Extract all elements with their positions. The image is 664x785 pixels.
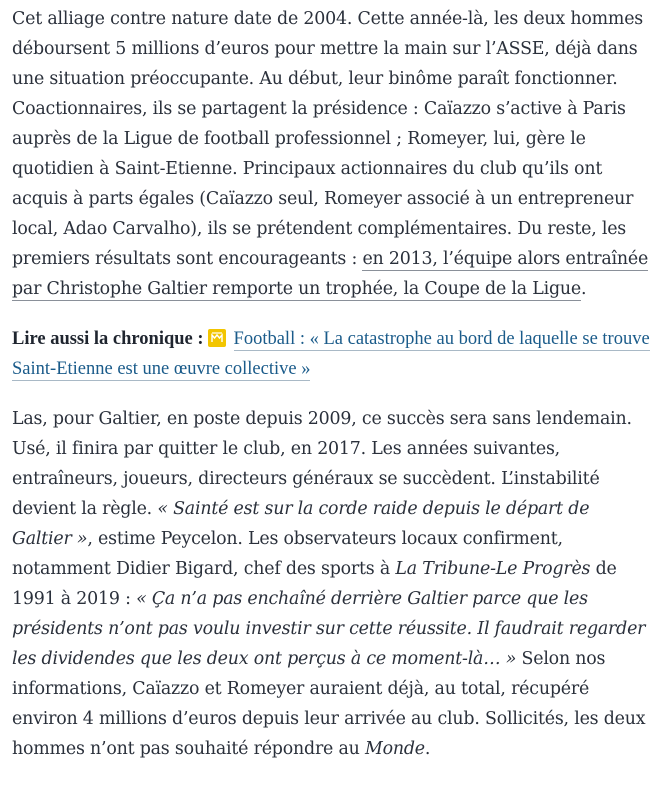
newspaper-name: Monde — [364, 739, 425, 759]
publication-name: La Tribune-Le Progrès — [395, 559, 591, 579]
paragraph-text: Selon nos informations, Caïazzo et Romeyer auraient déjà, au total, récupéré environ 4 millions d’euros depuis leur arrivée au club. Sollicités, les deux hommes n’ont pas souhaité répondre au — [12, 649, 646, 759]
coupe-de-la-ligue-link[interactable]: en 2013, l’équipe alors entraînée par Christophe Galtier remporte un trophée, la Coupe de la Ligue — [12, 249, 649, 299]
read-also-link-text: Football : « La catastrophe au bord de laquelle se trouve Saint-Etienne est une œuvre collective » — [12, 329, 650, 379]
paragraph-text: de 1991 à 2019 : — [12, 559, 617, 609]
article-paragraph — [12, 404, 652, 764]
bigard-quote: « Ça n’a pas enchaîné derrière Galtier parce que les présidents n’ont pas voulu investir sur cette réussite. Il faudrait regarder les dividendes que les deux ont perçus à ce moment-là… » — [12, 589, 646, 669]
read-also-label: Lire aussi la chronique : — [12, 329, 204, 349]
paragraph-text: . — [581, 279, 587, 299]
paragraph-text: Cet alliage contre nature date de 2004. Cette année-là, les deux hommes déboursent 5 millions d’euros pour mettre la main sur l’ASSE, déjà dans une situation préoccupante. Au début, leur binôme paraît fonctionner. Coactionnaires, ils se partagent la présidence : Caïazzo s’active à Paris auprès de la Ligue de football professionnel ; Romeyer, lui, gère le quotidien à Saint-Etienne. Principaux actionnaires du club qu’ils ont acquis à parts égales (Caïazzo seul, Romeyer associé à un entrepreneur local, Adao Carvalho), ils se prétendent complémentaires. Du reste, les premiers résultats sont encourageants : — [12, 9, 644, 269]
paragraph-text: . — [424, 739, 431, 759]
article-paragraph — [12, 4, 652, 304]
peycelon-quote: « Sainté est sur la corde raide depuis le départ de Galtier » — [12, 499, 590, 549]
paragraph-text: Las, pour Galtier, en poste depuis 2009, ce succès sera sans lendemain. Usé, il finira par quitter le club, en 2017. Les années suivantes, entraîneurs, joueurs, directeurs généraux se succèdent. L’instabilité devient la règle. — [12, 409, 632, 519]
paragraph-text: , estime Peycelon. Les observateurs locaux confirment, notamment Didier Bigard, chef des sports à — [12, 529, 563, 579]
chronicle-badge-icon — [208, 329, 226, 347]
read-also-block — [12, 324, 652, 384]
